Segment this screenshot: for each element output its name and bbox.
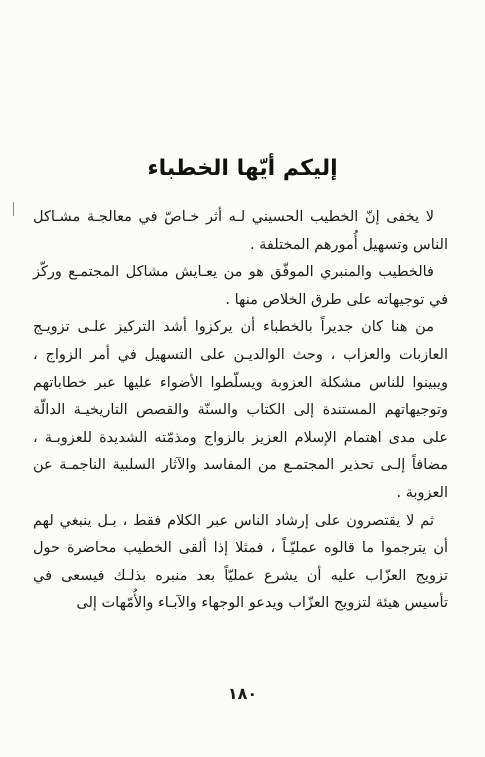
margin-mark — [13, 202, 14, 216]
paragraph-2: فالخطيب والمنبري الموفّق هو من يعـايش مشاكل المجتمـع وركّز في توجيهاته على طرق الخلاص منها . — [33, 264, 448, 308]
paragraph-1: لا يخفى إنّ الخطيب الحسيني لـه أثر خـاصّ في معالجـة مشـاكل الناس وتسهيل أُمورهم المختلفة . — [33, 209, 448, 253]
page-number: ١٨٠ — [227, 684, 258, 703]
paragraph-3: من هنا كان جديراً بالخطباء أن يركزوا أشد التركيز علـى تزويـج العازبات والعزاب ، وحث الوالديـن على التسهيل في أمر الزواج ، ويبينوا للناس مشكلة العزوبة ويسلّطوا الأضواء عليها عبر خطاباتهم وتوجيهاتهم المستندة إلى الكتاب والسنّة والقصص التاريخيـة الدالّة على مدى اهتمام الإسلام العزيز بالزواج ومذمّته الشديدة للعزوبـة ، مضافاً إلـى تحذير المجتمـع من المفاسد والآثار السلبية الناجمـة عن العزوبة . — [33, 319, 448, 501]
body-text — [33, 204, 448, 618]
paragraph-4: ثم لا يقتصرون على إرشاد الناس عبر الكلام فقط ، بـل ينبغي لهم أن يترجموا ما قالوه عمليّـاً ، فمثلا إذا ألقى الخطيب محاضرة حول تزويج العزّاب عليه أن يشرع عمليّاً بعد منبره بذلـك فيسعى في تأسيس هيئة لتزويج العزّاب ويدعو الوجهاء والآبـاء والأُمّهات إلى — [33, 512, 448, 612]
chapter-title: إليكم أيّها الخطباء — [147, 155, 338, 181]
